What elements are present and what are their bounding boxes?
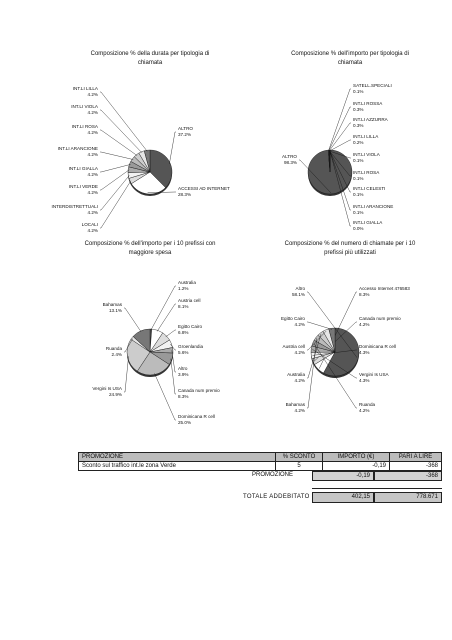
slice-value-7: 4.2%: [294, 378, 305, 383]
total-importo: 402,15: [312, 492, 374, 503]
leader-line-5: [171, 359, 176, 394]
leader-line-2: [329, 107, 351, 151]
slice-value-7: 4.2%: [87, 130, 98, 135]
slice-label-2: Canada num premio: [359, 316, 401, 321]
slice-label-8: Ruanda: [105, 346, 122, 351]
slice-value-0: 37.2%: [178, 132, 192, 137]
slice-label-3: INT.LI AZZURRA: [353, 117, 388, 122]
slice-label-4: INT.LI VERDE: [68, 184, 98, 189]
slice-value-6: 4.2%: [294, 408, 305, 413]
header-sconto: % SCONTO: [276, 453, 323, 462]
slice-label-4: Vergini Is USA: [359, 372, 389, 377]
leader-line-5: [100, 164, 131, 172]
total-label: TOTALE ADDEBITATO: [243, 494, 310, 500]
slice-value-1: 0.1%: [353, 89, 364, 94]
slice-label-0: ALTRO: [282, 154, 297, 159]
slice-label-3: Groenlandia: [178, 344, 204, 349]
slice-label-5: Ruanda: [359, 402, 376, 407]
slice-value-4: 3.9%: [178, 372, 189, 377]
slice-value-3: 4.3%: [359, 350, 370, 355]
slice-label-2: LOCALI: [81, 222, 98, 227]
chart-title: Composizione % del numero di chiamate per i 10 prefissi più utilizzati: [284, 241, 416, 256]
slice-value-2: 4.2%: [87, 228, 98, 233]
slice-label-4: INT.LI LILLA: [353, 134, 379, 139]
leader-line-0: [169, 132, 176, 164]
total-lire: 778.671: [374, 492, 442, 503]
slice-label-6: INT.LI ROSA: [353, 170, 380, 175]
slice-value-8: 2.4%: [111, 352, 122, 357]
chart-durata-tipologia: [50, 50, 250, 240]
slice-value-1: 8.3%: [359, 292, 370, 297]
pie-chart-prefissi-chiamate: [255, 240, 445, 430]
slice-label-7: INT.LI ROSA: [71, 124, 98, 129]
leader-line-3: [100, 175, 129, 210]
promo-desc: Sconto sul traffico int.le zona Verde: [79, 462, 276, 471]
promo-subtotal-lire: -368: [374, 471, 442, 481]
leader-line-6: [100, 152, 133, 160]
promo-table: [78, 452, 442, 471]
slice-value-4: 4.3%: [359, 378, 370, 383]
chart-importo-prefissi: [50, 240, 250, 430]
slice-label-1: Accesso Internet 476583: [359, 286, 410, 291]
slice-value-7: 0.1%: [353, 192, 364, 197]
header-lire: PARI A LIRE: [390, 453, 442, 462]
leader-line-9: [307, 322, 332, 329]
slice-label-0: Australia: [178, 280, 196, 285]
slice-value-0: 1.2%: [178, 286, 189, 291]
leader-line-9: [124, 308, 141, 332]
leader-line-4: [329, 140, 351, 151]
pie-chart-durata: [50, 50, 250, 240]
slice-value-0: 98.3%: [283, 160, 297, 165]
promo-row: [79, 462, 442, 471]
promo-sconto: 5: [276, 462, 323, 471]
slice-value-7: 24.9%: [108, 392, 122, 397]
slice-value-3: 0.3%: [353, 123, 364, 128]
slice-value-4: 0.2%: [353, 140, 364, 145]
pie-chart-importo: [255, 50, 445, 240]
slice-label-9: INT.LI LILLA: [72, 86, 98, 91]
slice-value-6: 4.2%: [87, 152, 98, 157]
slice-label-3: INTERDISTRETTUALI: [51, 204, 98, 209]
slice-label-1: ACCESSI AD INTERNET: [178, 186, 230, 191]
leader-line-7: [124, 356, 129, 392]
slice-label-0: Altro: [295, 286, 305, 291]
slice-value-1: 28.3%: [178, 192, 192, 197]
chart-chiamate-prefissi: [255, 240, 445, 430]
slice-value-9: 0.0%: [353, 226, 364, 231]
slice-label-9: Bahamas: [102, 302, 122, 307]
chart-title: Composizione % dell'importo per tipologia di chiamata: [291, 51, 409, 66]
leader-line-9: [100, 92, 147, 151]
slice-label-9: Egitto Cairo: [280, 316, 305, 321]
slice-label-1: Austria cell: [178, 298, 201, 303]
promo-lire: -368: [390, 462, 442, 471]
slice-value-8: 0.1%: [353, 210, 364, 215]
slice-label-0: ALTRO: [178, 126, 193, 131]
promo-subtotal-label: PROMOZIONE: [252, 472, 294, 478]
slice-label-5: INT.LI GIALLA: [68, 166, 98, 171]
slice-label-5: Canada num premio: [178, 388, 220, 393]
slice-label-7: INT.LI CELESTI: [353, 186, 386, 191]
leader-line-1: [157, 304, 176, 331]
promo-subtotal-importo: -0,19: [312, 471, 374, 481]
slice-label-2: Egitto Cairo: [178, 324, 203, 329]
slice-value-8: 4.2%: [87, 110, 98, 115]
slice-label-8: Austria cell: [282, 344, 305, 349]
pie-chart-prefissi-spesa: [50, 240, 250, 430]
chart-title: Composizione % dell'importo per i 10 prefissi con maggiore spesa: [84, 241, 216, 256]
slice-value-3: 4.2%: [87, 210, 98, 215]
slice-label-8: INT.LI ARANCIONE: [353, 204, 394, 209]
header-importo: IMPORTO (€): [323, 453, 390, 462]
chart-title: Composizione % della durata per tipologia di chiamata: [90, 51, 210, 66]
slice-value-4: 4.2%: [87, 190, 98, 195]
slice-value-6: 0.1%: [353, 176, 364, 181]
leader-line-6: [154, 373, 176, 420]
leader-line-4: [100, 170, 129, 190]
slice-value-6: 25.0%: [178, 420, 192, 425]
slice-value-2: 0.3%: [353, 107, 364, 112]
slice-label-8: INT.LI VIOLA: [71, 104, 98, 109]
slice-value-5: 8.3%: [178, 394, 189, 399]
slice-label-6: Bahamas: [285, 402, 305, 407]
slice-value-9: 4.2%: [294, 322, 305, 327]
slice-label-7: Australia: [287, 372, 305, 377]
leader-line-1: [328, 89, 351, 151]
slice-label-6: Dominicana R cell: [178, 414, 216, 419]
leader-line-2: [166, 330, 176, 337]
header-promozione: PROMOZIONE: [79, 453, 276, 462]
slice-label-7: Vergini Is USA: [92, 386, 122, 391]
slice-value-5: 0.1%: [353, 158, 364, 163]
chart-importo-tipologia: [255, 50, 445, 240]
slice-label-1: SATELL.SPECIALI: [353, 83, 392, 88]
slice-label-5: INT.LI VIOLA: [353, 152, 380, 157]
slice-value-2: 6.8%: [178, 330, 189, 335]
total-divider: [312, 488, 442, 489]
slice-label-4: Altro: [178, 366, 188, 371]
promo-importo: -0,19: [323, 462, 390, 471]
leader-line-7: [100, 130, 137, 156]
slice-value-2: 4.2%: [359, 322, 370, 327]
slice-value-5: 4.2%: [359, 408, 370, 413]
slice-value-5: 4.2%: [87, 172, 98, 177]
slice-label-3: Dominicana R cell: [359, 344, 397, 349]
slice-value-1: 8.1%: [178, 304, 189, 309]
slice-value-0: 58.1%: [291, 292, 305, 297]
promo-header-row: [79, 453, 442, 462]
leader-line-8: [100, 110, 142, 153]
slice-label-6: INT.LI ARANCIONE: [57, 146, 98, 151]
slice-value-9: 4.2%: [87, 92, 98, 97]
slice-value-3: 5.6%: [178, 350, 189, 355]
slice-value-8: 4.2%: [294, 350, 305, 355]
slice-label-9: INT.LI GIALLA: [353, 220, 383, 225]
slice-label-2: INT.LI ROSSA: [353, 101, 383, 106]
slice-value-9: 13.1%: [108, 308, 122, 313]
leader-line-2: [100, 181, 131, 228]
